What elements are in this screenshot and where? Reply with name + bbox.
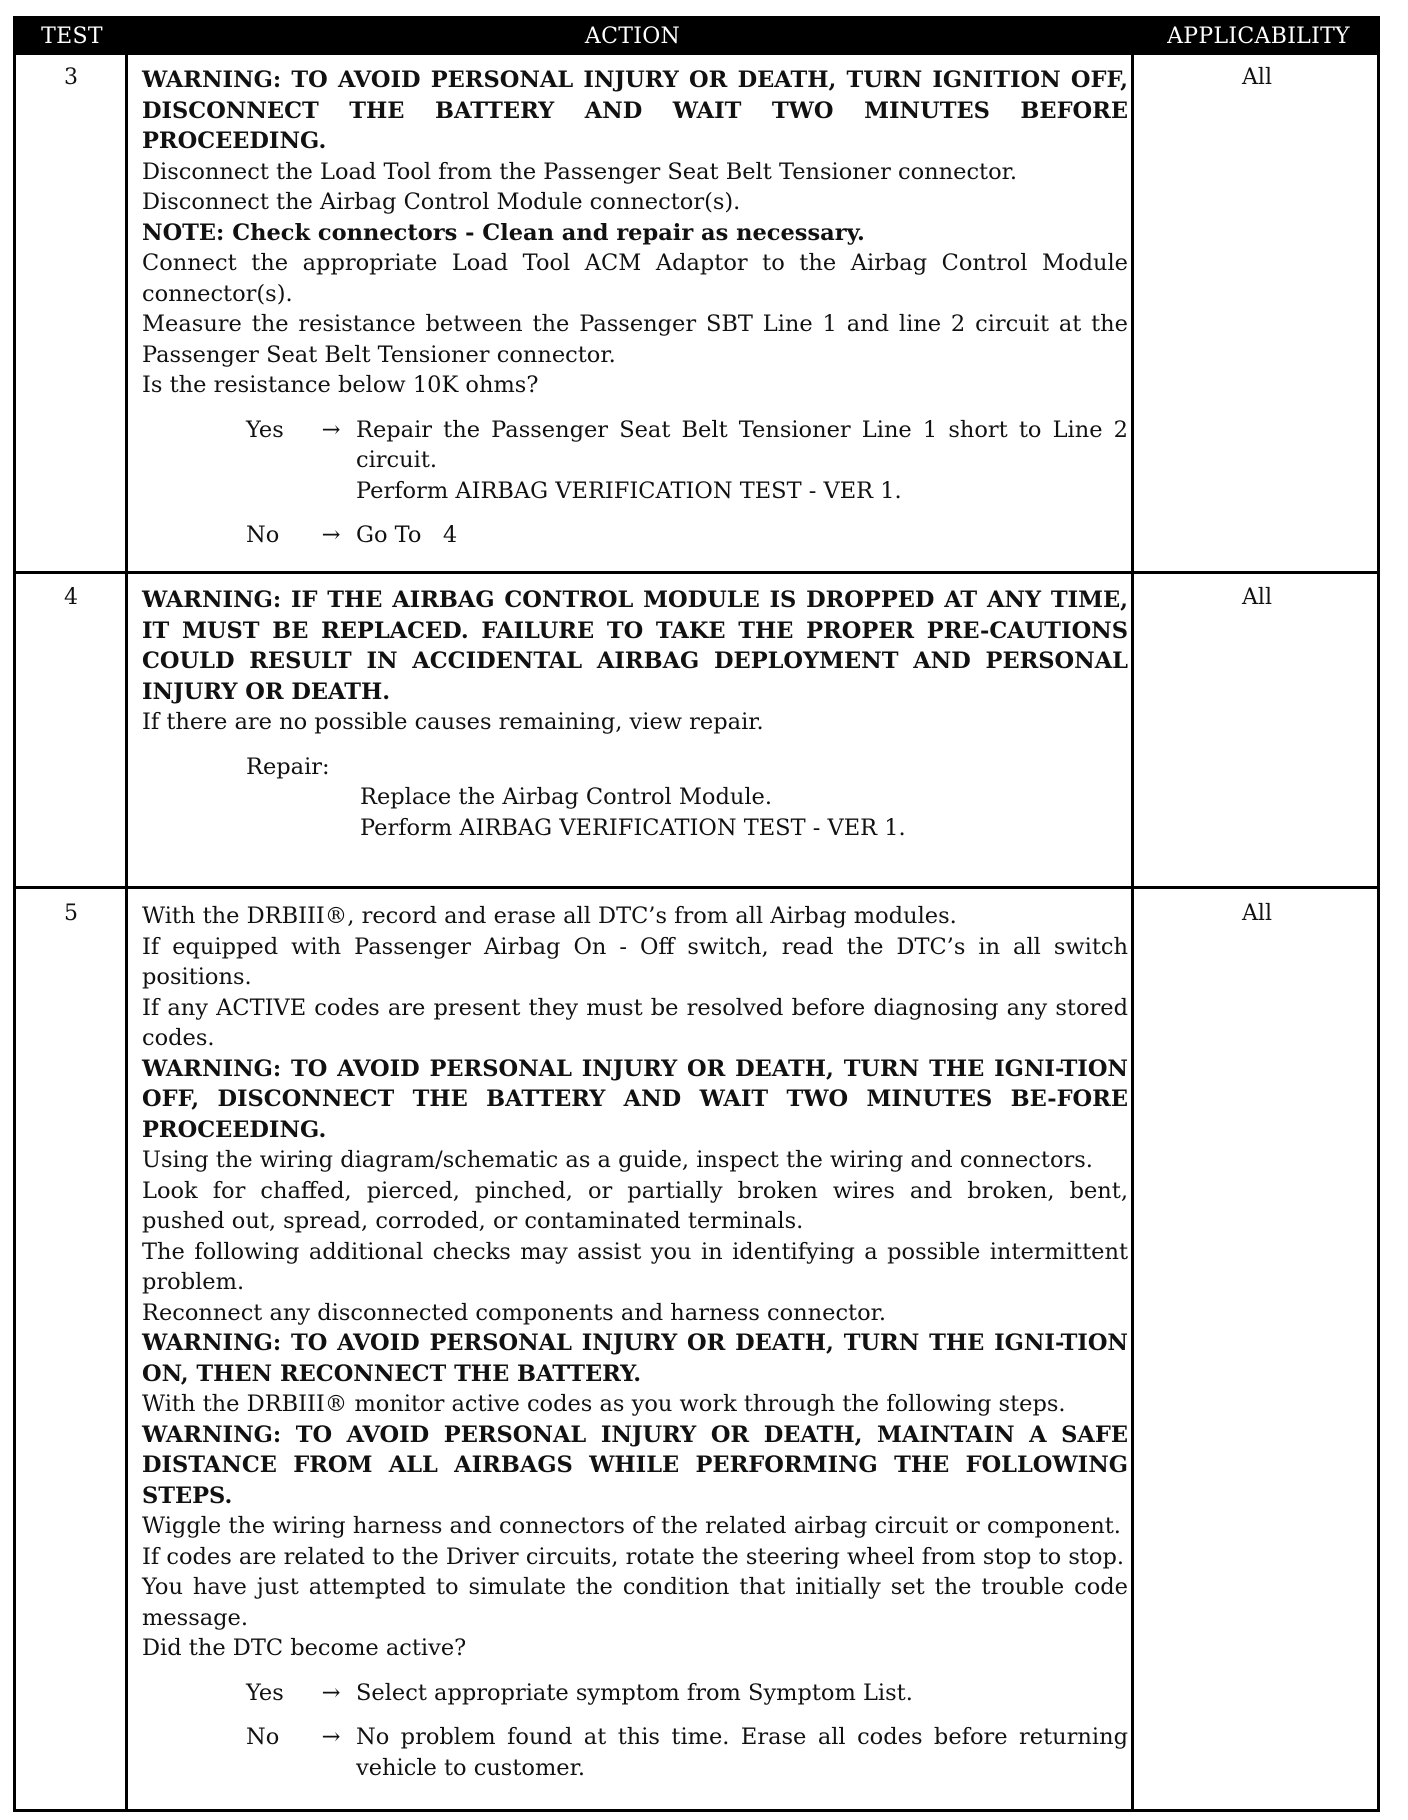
yes-label: Yes — [246, 416, 284, 443]
response-text: Repair the Passenger Seat Belt Tensioner Line 1 short to Line 2 circuit. — [356, 416, 1128, 473]
warning-text: WARNING: TO AVOID PERSONAL INJURY OR DEATH, TURN THE IGNI-TION ON, THEN RECONNECT THE BATTERY. — [142, 1330, 1128, 1387]
action-step: If codes are related to the Driver circuits, rotate the steering wheel from stop to stop. — [142, 1543, 1125, 1570]
action-step: You have just attempted to simulate the condition that initially set the trouble code message. — [142, 1574, 1128, 1631]
test-number: 3 — [64, 65, 78, 90]
action-cell — [142, 901, 1128, 1783]
warning-text: WARNING: TO AVOID PERSONAL INJURY OR DEATH, TURN IGNITION OFF, DISCONNECT THE BATTERY AND WAIT TWO MINUTES BEFORE PROCEEDING. — [142, 67, 1128, 154]
table-header — [16, 19, 1377, 55]
no-response — [142, 1722, 1128, 1783]
diagnostic-table — [13, 16, 1380, 1812]
applicability-value: All — [1242, 65, 1272, 90]
action-step: Disconnect the Airbag Control Module connector(s). — [142, 189, 741, 215]
action-step: With the DRBIII®, record and erase all DTC’s from all Airbag modules. — [142, 903, 957, 929]
response-text: No problem found at this time. Erase all codes before returning vehicle to customer. — [356, 1724, 1128, 1781]
yes-label: Yes — [246, 1679, 284, 1706]
question-text: Did the DTC become active? — [142, 1635, 467, 1661]
action-step: Reconnect any disconnected components and harness connector. — [142, 1299, 887, 1326]
repair-text: Replace the Airbag Control Module. — [360, 784, 772, 810]
applicability-value: All — [1242, 901, 1272, 926]
arrow-icon: → — [321, 416, 341, 443]
warning-text: WARNING: IF THE AIRBAG CONTROL MODULE IS DROPPED AT ANY TIME, IT MUST BE REPLACED. FAILURE TO TAKE THE PROPER PRE-CAUTIONS COULD RESULT IN ACCIDENTAL AIRBAG DEPLOYMENT AND PERSONAL INJURY OR DEATH. — [142, 587, 1128, 705]
row-divider — [16, 886, 1377, 889]
row-divider — [16, 571, 1377, 574]
action-step: Look for chaffed, pierced, pinched, or partially broken wires and broken, bent, pushed out, spread, corroded, or contaminated terminals. — [142, 1177, 1128, 1234]
arrow-icon: → — [321, 1679, 341, 1706]
repair-label: Repair: — [246, 753, 330, 780]
action-step: Disconnect the Load Tool from the Passenger Seat Belt Tensioner connector. — [142, 158, 1018, 185]
applicability-value: All — [1242, 585, 1272, 610]
header-action: ACTION — [584, 24, 681, 49]
question-text: Is the resistance below 10K ohms? — [142, 372, 539, 398]
action-step: Using the wiring diagram/schematic as a guide, inspect the wiring and connectors. — [142, 1147, 1093, 1173]
arrow-icon: → — [321, 1724, 341, 1750]
action-cell — [142, 65, 1128, 551]
header-test: TEST — [41, 24, 103, 49]
action-step: If there are no possible causes remaining, view repair. — [142, 709, 764, 735]
action-cell — [142, 585, 1128, 843]
action-step: With the DRBIII® monitor active codes as you work through the following steps. — [142, 1391, 1066, 1417]
repair-text: Perform AIRBAG VERIFICATION TEST - VER 1. — [360, 814, 906, 841]
action-step: If equipped with Passenger Airbag On - Off switch, read the DTC’s in all switch positions. — [142, 933, 1128, 990]
no-label: No — [246, 1724, 280, 1750]
no-label: No — [246, 522, 280, 548]
arrow-icon: → — [321, 522, 341, 548]
action-step: Connect the appropriate Load Tool ACM Adaptor to the Airbag Control Module connector(s). — [142, 250, 1128, 307]
header-applicability: APPLICABILITY — [1167, 24, 1350, 49]
note-text: NOTE: Check connectors - Clean and repair as necessary. — [142, 219, 865, 246]
action-step: Wiggle the wiring harness and connectors of the related airbag circuit or component. — [142, 1513, 1121, 1539]
action-step: If any ACTIVE codes are present they must be resolved before diagnosing any stored codes. — [142, 994, 1128, 1051]
action-step: Measure the resistance between the Passenger SBT Line 1 and line 2 circuit at the Passenger Seat Belt Tensioner connector. — [142, 311, 1128, 368]
test-number: 5 — [64, 901, 78, 926]
warning-text: WARNING: TO AVOID PERSONAL INJURY OR DEATH, MAINTAIN A SAFE DISTANCE FROM ALL AIRBAGS WHILE PERFORMING THE FOLLOWING STEPS. — [142, 1421, 1128, 1509]
test-number: 4 — [64, 585, 78, 610]
action-step: The following additional checks may assist you in identifying a possible intermittent problem. — [142, 1238, 1128, 1295]
response-text: Select appropriate symptom from Symptom List. — [356, 1679, 913, 1706]
yes-response — [142, 1678, 1128, 1709]
yes-response — [142, 415, 1128, 507]
warning-text: WARNING: TO AVOID PERSONAL INJURY OR DEATH, TURN THE IGNI-TION OFF, DISCONNECT THE BATTERY AND WAIT TWO MINUTES BE-FORE PROCEEDING. — [142, 1055, 1128, 1143]
response-text: Perform AIRBAG VERIFICATION TEST - VER 1. — [356, 477, 902, 504]
no-response — [142, 520, 1128, 551]
goto-text: Go To 4 — [356, 522, 458, 548]
